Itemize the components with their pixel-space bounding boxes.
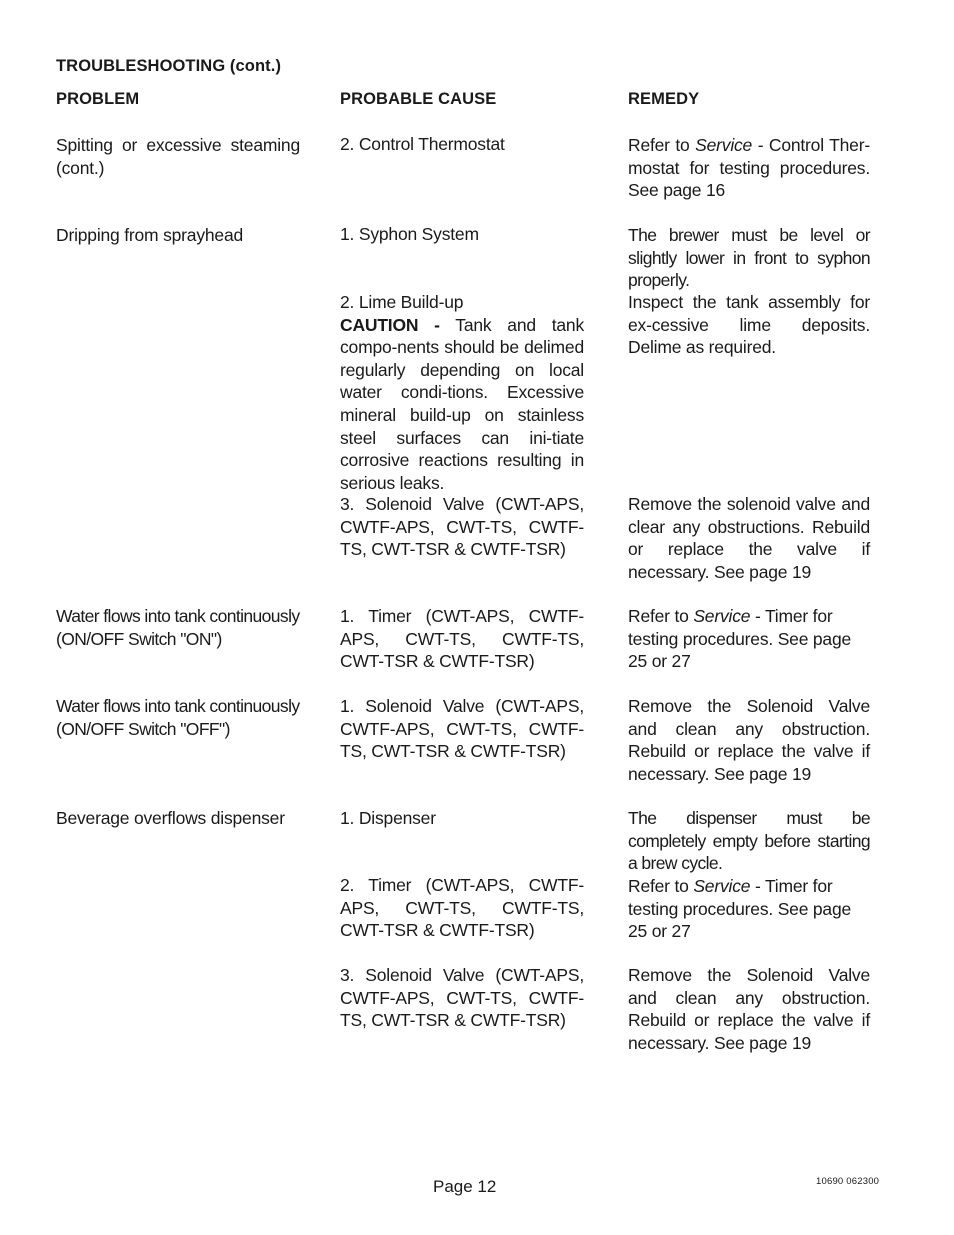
remedy-suffix: - Timer for testing procedures. See page 25 or 27 (628, 876, 852, 942)
cause-control-thermostat: 2. Control Thermostat (340, 134, 505, 154)
remedy-solenoid-off: Remove the Solenoid Valve and clean any obstruction. Rebuild or replace the valve if necessary. See page 19 (628, 696, 870, 784)
remedy-prefix: Refer to (628, 135, 690, 155)
cause-lime-title: 2. Lime Build-up (340, 292, 464, 312)
remedy-solenoid-overflow: Remove the Solenoid Valve and clean any obstruction. Rebuild or replace the valve if necessary. See page 19 (628, 965, 870, 1053)
problem-spitting: Spitting or excessive steaming (cont.) (56, 135, 300, 178)
remedy-syphon: The brewer must be level or slightly lower in front to syphon properly. (628, 225, 870, 291)
remedy-dispenser: The dispenser must be completely empty before starting a brew cycle. (628, 808, 870, 874)
cause-lime-buildup (340, 291, 584, 494)
remedy-service-ref: Service (693, 606, 751, 626)
remedy-timer-on (628, 605, 870, 673)
cause-timer-on: 1. Timer (CWT-APS, CWTF-APS, CWT-TS, CWTF-TS, CWT-TSR & CWTF-TSR) (340, 606, 584, 672)
problem-water-flows-on: Water flows into tank continuously (ON/OFF Switch "ON") (56, 606, 300, 649)
section-title: TROUBLESHOOTING (cont.) (56, 57, 282, 75)
header-probable-cause: PROBABLE CAUSE (340, 90, 497, 108)
header-remedy: REMEDY (628, 90, 700, 108)
remedy-prefix: Refer to (628, 606, 689, 626)
remedy-suffix: - Timer for testing procedures. See page 25 or 27 (628, 606, 852, 672)
remedy-lime: Inspect the tank assembly for ex-cessive lime deposits. Delime as required. (628, 292, 870, 358)
header-problem: PROBLEM (56, 90, 140, 108)
problem-dripping: Dripping from sprayhead (56, 225, 244, 245)
cause-dispenser: 1. Dispenser (340, 808, 436, 828)
remedy-prefix: Refer to (628, 876, 689, 896)
remedy-service-ref: Service (693, 876, 751, 896)
document-code: 10690 062300 (816, 1176, 880, 1187)
page-number: Page 12 (433, 1177, 497, 1196)
cause-solenoid-valve-overflow: 3. Solenoid Valve (CWT-APS, CWTF-APS, CWT-TS, CWTF-TS, CWT-TSR & CWTF-TSR) (340, 965, 584, 1031)
remedy-solenoid-dripping: Remove the solenoid valve and clear any obstructions. Rebuild or replace the valve if necessary. See page 19 (628, 494, 870, 582)
remedy-suffix: - Control Ther-mostat for testing procedures. See page 16 (628, 135, 870, 201)
caution-label: CAUTION - (340, 314, 440, 335)
problem-water-flows-off: Water flows into tank continuously (ON/OFF Switch "OFF") (56, 696, 300, 739)
caution-text: Tank and tank compo-nents should be delimed regularly depending on local water condi-tions. Excessive mineral build-up on stainless steel surfaces can ini-tiate corrosive reactions resulting in serious leaks. (340, 314, 584, 493)
remedy-control-thermostat (628, 134, 870, 202)
cause-syphon-system: 1. Syphon System (340, 224, 479, 244)
caution-note (340, 314, 584, 495)
remedy-timer-overflow (628, 875, 870, 943)
cause-solenoid-valve-dripping: 3. Solenoid Valve (CWT-APS, CWTF-APS, CWT-TS, CWTF-TS, CWT-TSR & CWTF-TSR) (340, 494, 584, 560)
remedy-service-ref: Service (695, 135, 753, 155)
problem-beverage-overflows: Beverage overflows dispenser (56, 808, 285, 828)
cause-timer-overflow: 2. Timer (CWT-APS, CWTF-APS, CWT-TS, CWTF-TS, CWT-TSR & CWTF-TSR) (340, 875, 584, 941)
cause-solenoid-valve-off: 1. Solenoid Valve (CWT-APS, CWTF-APS, CWT-TS, CWTF-TS, CWT-TSR & CWTF-TSR) (340, 696, 584, 762)
